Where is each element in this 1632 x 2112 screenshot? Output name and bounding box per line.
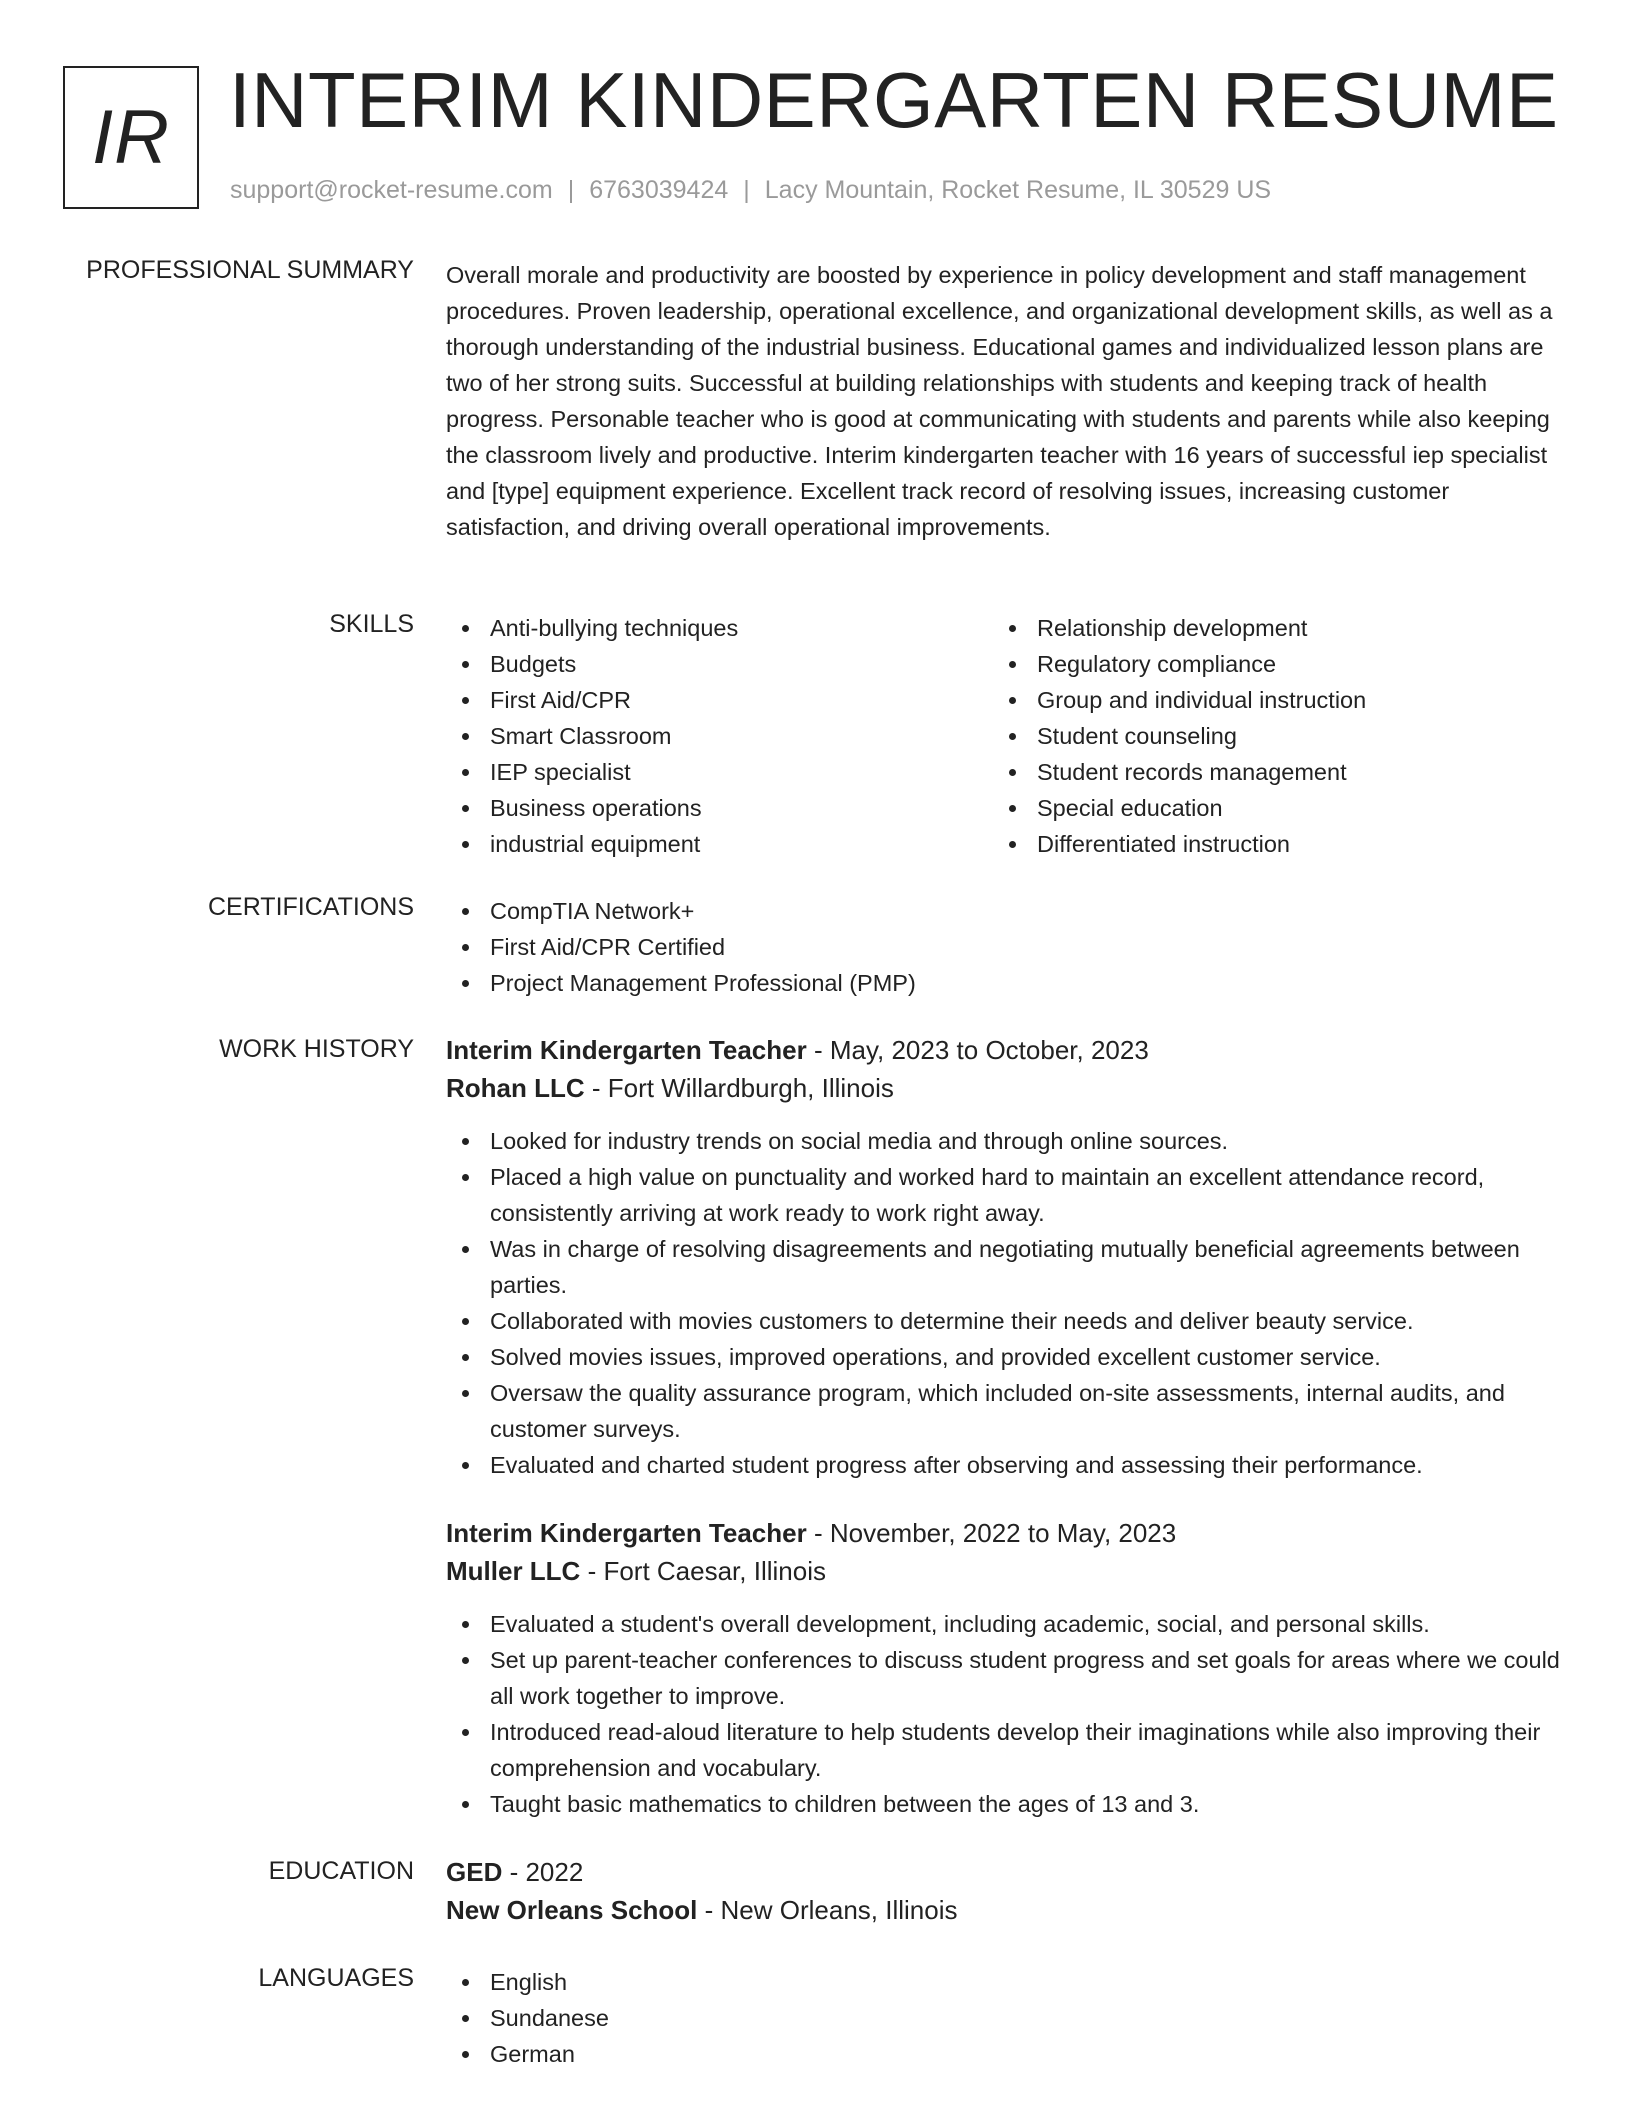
- skill-item: Differentiated instruction: [993, 826, 1540, 862]
- job-dates: - May, 2023 to October, 2023: [806, 1035, 1149, 1065]
- job-bullet-item: Placed a high value on punctuality and worked hard to maintain an excellent attendance record, consistently arriving at work ready to work right away.: [446, 1159, 1561, 1231]
- job-bullet-item: Collaborated with movies customers to determine their needs and deliver beauty service.: [446, 1303, 1561, 1339]
- certification-item: CompTIA Network+: [446, 893, 1561, 929]
- skill-item: Relationship development: [993, 610, 1540, 646]
- monogram-box: [63, 66, 199, 209]
- skill-item: industrial equipment: [446, 826, 993, 862]
- certification-item: First Aid/CPR Certified: [446, 929, 1561, 965]
- certifications-label: CERTIFICATIONS: [207, 893, 414, 921]
- monogram-initials: IR: [92, 95, 170, 180]
- job-bullet-item: Taught basic mathematics to children between the ages of 13 and 3.: [446, 1786, 1561, 1822]
- job-bullet-item: Evaluated and charted student progress after observing and assessing their performance.: [446, 1447, 1561, 1483]
- job-bullets: [446, 1123, 1561, 1483]
- education-location: - New Orleans, Illinois: [697, 1895, 958, 1925]
- job-title: Interim Kindergarten Teacher: [446, 1518, 807, 1548]
- education-label: EDUCATION: [268, 1857, 414, 1885]
- job-bullet-item: Solved movies issues, improved operations, and provided excellent customer service.: [446, 1339, 1561, 1375]
- skill-item: Anti-bullying techniques: [446, 610, 993, 646]
- job-location: - Fort Caesar, Illinois: [580, 1556, 826, 1586]
- job-title-line: [446, 1031, 1561, 1069]
- job-bullet-item: Oversaw the quality assurance program, which included on-site assessments, internal audits, and customer surveys.: [446, 1375, 1561, 1447]
- education-degree: GED: [446, 1857, 503, 1887]
- skill-item: Budgets: [446, 646, 993, 682]
- contact-separator: |: [567, 176, 575, 204]
- job-bullets: [446, 1606, 1561, 1822]
- work-history-label: WORK HISTORY: [219, 1035, 414, 1063]
- certifications-body: [446, 893, 1561, 1001]
- job-entry: [446, 1031, 1561, 1483]
- skill-item: First Aid/CPR: [446, 682, 993, 718]
- languages-label: LANGUAGES: [258, 1964, 414, 1992]
- skill-item: Smart Classroom: [446, 718, 993, 754]
- education-year: - 2022: [502, 1857, 584, 1887]
- skill-item: Regulatory compliance: [993, 646, 1540, 682]
- job-title: Interim Kindergarten Teacher: [446, 1035, 807, 1065]
- education-body: [446, 1853, 1561, 1929]
- job-company: Rohan LLC: [446, 1073, 585, 1103]
- skill-item: IEP specialist: [446, 754, 993, 790]
- skills-label: SKILLS: [329, 610, 414, 638]
- certifications-list: [446, 893, 1561, 1001]
- job-bullet-item: Looked for industry trends on social media and through online sources.: [446, 1123, 1561, 1159]
- skill-item: Student records management: [993, 754, 1540, 790]
- job-entry: [446, 1514, 1561, 1822]
- contact-address: Lacy Mountain, Rocket Resume, IL 30529 US: [764, 176, 1272, 204]
- language-item: English: [446, 1964, 1561, 2000]
- contact-separator: |: [743, 176, 750, 204]
- education-degree-line: [446, 1853, 1561, 1891]
- contact-email: support@rocket-resume.com: [230, 176, 553, 204]
- education-school-line: [446, 1891, 1561, 1929]
- job-bullet-item: Was in charge of resolving disagreements and negotiating mutually beneficial agreements between parties.: [446, 1231, 1561, 1303]
- job-company-line: [446, 1552, 1561, 1590]
- skill-item: Special education: [993, 790, 1540, 826]
- languages-list: [446, 1964, 1561, 2072]
- job-bullet-item: Evaluated a student's overall development, including academic, social, and personal skills.: [446, 1606, 1561, 1642]
- job-bullet-item: Set up parent-teacher conferences to discuss student progress and set goals for areas where we could all work together to improve.: [446, 1642, 1561, 1714]
- skill-item: Business operations: [446, 790, 993, 826]
- contact-line: [230, 176, 1271, 205]
- job-dates: - November, 2022 to May, 2023: [806, 1518, 1177, 1548]
- education-school: New Orleans School: [446, 1895, 698, 1925]
- summary-text: Overall morale and productivity are boosted by experience in policy development and staff management procedures. Proven leadership, operational excellence, and organizational development skills, as well as a thorough understanding of the industrial business. Educational games and individualized lesson plans are two of her strong suits. Successful at building relationships with students and keeping track of health progress. Personable teacher who is good at communicating with students and parents while also keeping the classroom lively and productive. Interim kindergarten teacher with 16 years of successful iep specialist and [type] equipment experience. Excellent track record of resolving issues, increasing customer satisfaction, and driving overall operational improvements.: [446, 262, 1553, 540]
- summary-label: PROFESSIONAL SUMMARY: [86, 256, 414, 284]
- job-company-line: [446, 1069, 1561, 1107]
- job-location: - Fort Willardburgh, Illinois: [584, 1073, 894, 1103]
- skills-list-right: [993, 610, 1540, 862]
- job-company: Muller LLC: [446, 1556, 581, 1586]
- contact-phone: 6763039424: [589, 176, 729, 204]
- language-item: Sundanese: [446, 2000, 1561, 2036]
- work-history-body: [446, 1031, 1561, 1822]
- certification-item: Project Management Professional (PMP): [446, 965, 1561, 1001]
- language-item: German: [446, 2036, 1561, 2072]
- languages-body: [446, 1964, 1561, 2072]
- resume-title: INTERIM KINDERGARTEN RESUME: [229, 56, 1559, 144]
- skills-list-left: [446, 610, 993, 862]
- skill-item: Group and individual instruction: [993, 682, 1540, 718]
- skill-item: Student counseling: [993, 718, 1540, 754]
- job-title-line: [446, 1514, 1561, 1552]
- skills-grid: [446, 610, 1561, 862]
- job-bullet-item: Introduced read-aloud literature to help students develop their imaginations while also improving their comprehension and vocabulary.: [446, 1714, 1561, 1786]
